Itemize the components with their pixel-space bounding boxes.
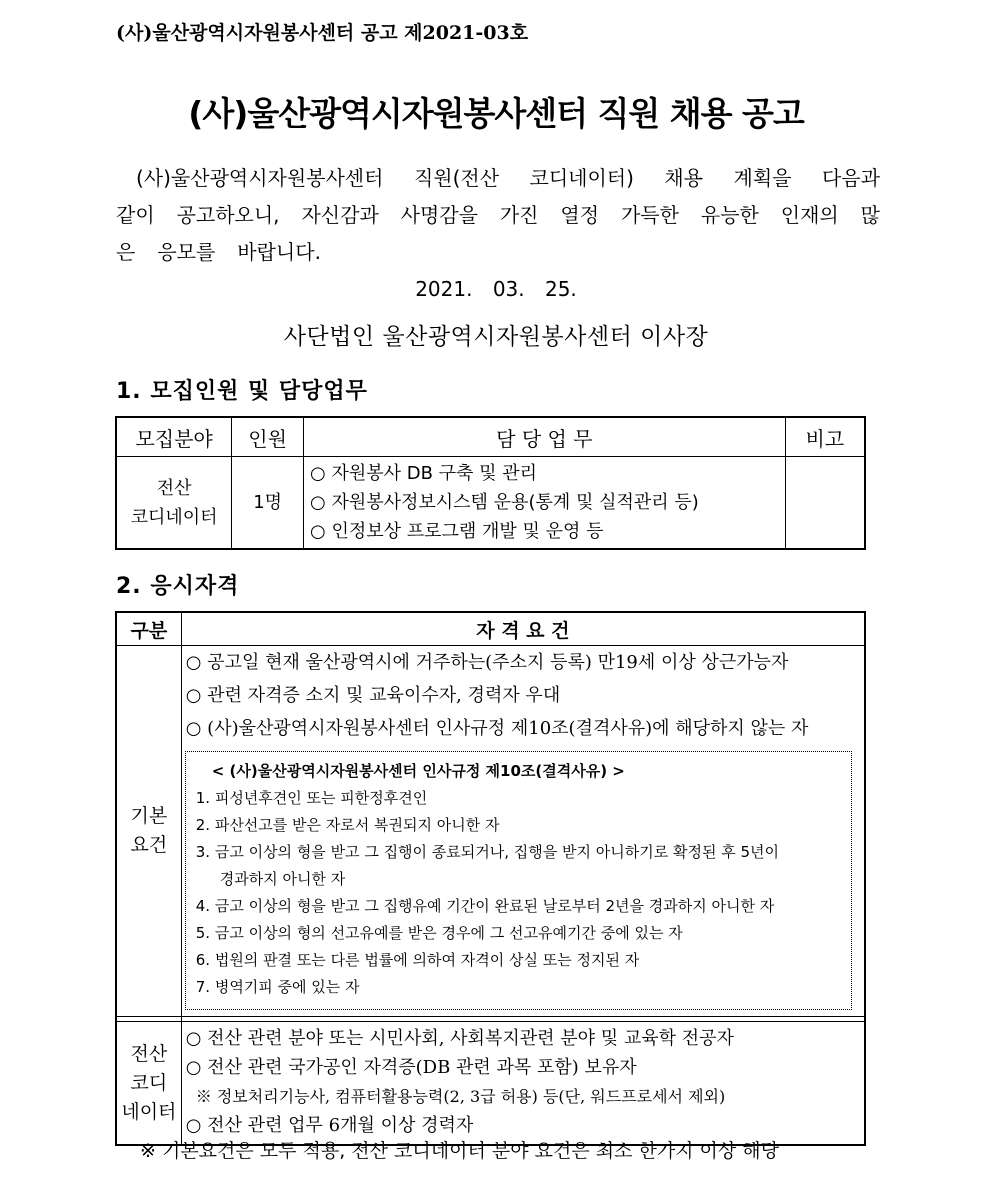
header-count: 인원 bbox=[232, 417, 304, 457]
table-row bbox=[116, 457, 865, 550]
page-title: (사)울산광역시자원봉사센터 직원 채용 공고 bbox=[188, 94, 804, 133]
field-cell: 전산 코디네이터 bbox=[116, 457, 232, 550]
basic-label: 기본 요건 bbox=[116, 646, 181, 1017]
intro-paragraph bbox=[116, 160, 880, 271]
duty-item: ○ 인정보상 프로그램 개발 및 운영 등 bbox=[310, 521, 604, 542]
requirement-item: ○ (사)울산광역시자원봉사센터 인사규정 제10조(결격사유)에 해당하지 않는 자 bbox=[185, 718, 809, 739]
requirement-item: ○ 관련 자격증 소지 및 교육이수자, 경력자 우대 bbox=[185, 685, 561, 706]
box-title: < (사)울산광역시자원봉사센터 인사규정 제10조(결격사유) > bbox=[211, 762, 625, 780]
intro-line-2: 같이 공고하오니, 자신감과 사명감을 가진 열정 가득한 유능한 인재의 많 bbox=[116, 203, 880, 227]
header-field: 모집분야 bbox=[116, 417, 232, 457]
it-requirements-row bbox=[116, 1022, 865, 1146]
requirement-item: ○ 전산 관련 국가공인 자격증(DB 관련 과목 포함) 보유자 bbox=[185, 1057, 637, 1078]
intro-line-1: (사)울산광역시자원봉사센터 직원(전산 코디네이터) 채용 계획을 다음과 bbox=[136, 166, 880, 190]
section1-heading: 1. 모집인원 및 담당업무 bbox=[116, 379, 368, 404]
list-item: 3. 금고 이상의 형을 받고 그 집행이 종료되거나, 집행을 받지 아니하기로 확정된 후 5년이 bbox=[195, 843, 780, 861]
header-duties: 담 당 업 무 bbox=[304, 417, 786, 457]
header-category: 구분 bbox=[116, 612, 181, 646]
organization-signature: 사단법인 울산광역시자원봉사센터 이사장 bbox=[283, 324, 709, 350]
duty-item: ○ 자원봉사정보시스템 운용(통계 및 실적관리 등) bbox=[310, 492, 699, 513]
header-requirements: 자 격 요 건 bbox=[181, 612, 865, 646]
basic-requirements-cell bbox=[181, 646, 865, 1017]
requirement-item: ○ 공고일 현재 울산광역시에 거주하는(주소지 등록) 만19세 이상 상근가능자 bbox=[185, 652, 789, 673]
list-item: 4. 금고 이상의 형을 받고 그 집행유예 기간이 완료된 날로부터 2년을 경과하지 아니한 자 bbox=[195, 897, 775, 915]
requirement-item: ○ 전산 관련 분야 또는 시민사회, 사회복지관련 분야 및 교육학 전공자 bbox=[185, 1028, 734, 1049]
intro-line-3: 은 응모를 바랍니다. bbox=[116, 240, 321, 264]
section2-heading: 2. 응시자격 bbox=[116, 574, 240, 599]
list-item: 5. 금고 이상의 형의 선고유예를 받은 경우에 그 선고유예기간 중에 있는 자 bbox=[195, 924, 683, 942]
requirement-item: ○ 전산 관련 업무 6개월 이상 경력자 bbox=[185, 1115, 474, 1136]
list-item: 2. 파산선고를 받은 자로서 복권되지 아니한 자 bbox=[195, 816, 500, 834]
announcement-date: 2021. 03. 25. bbox=[415, 277, 577, 301]
list-item: 1. 피성년후견인 또는 피한정후견인 bbox=[195, 789, 428, 807]
list-item: 7. 병역기피 중에 있는 자 bbox=[195, 978, 360, 996]
requirement-note: ※ 정보처리기능사, 컴퓨터활용능력(2, 3급 허용) 등(단, 워드프로세서 제외) bbox=[195, 1087, 726, 1106]
table-header-row bbox=[116, 417, 865, 457]
basic-requirements-row bbox=[116, 646, 865, 1017]
duty-item: ○ 자원봉사 DB 구축 및 관리 bbox=[310, 463, 538, 484]
footer-note: ※ 기본요건은 모두 적용, 전산 코디네이터 분야 요건은 최소 한가지 이상 해당 bbox=[140, 1140, 780, 1162]
count-cell: 1명 bbox=[232, 457, 304, 550]
duties-cell bbox=[304, 457, 786, 550]
list-item: 6. 법원의 판결 또는 다른 법률에 의하여 자격이 상실 또는 정지된 자 bbox=[195, 951, 640, 969]
disqualification-box bbox=[185, 751, 852, 1010]
recruitment-table bbox=[115, 416, 866, 550]
it-requirements-cell bbox=[181, 1022, 865, 1146]
qualification-table bbox=[115, 611, 866, 1146]
list-item: 경과하지 아니한 자 bbox=[219, 870, 346, 888]
header-remarks: 비고 bbox=[785, 417, 865, 457]
notice-number: (사)울산광역시자원봉사센터 공고 제2021-03호 bbox=[116, 22, 529, 44]
it-label: 전산 코디 네이터 bbox=[116, 1022, 181, 1146]
remarks-cell bbox=[785, 457, 865, 550]
table-header-row bbox=[116, 612, 865, 646]
